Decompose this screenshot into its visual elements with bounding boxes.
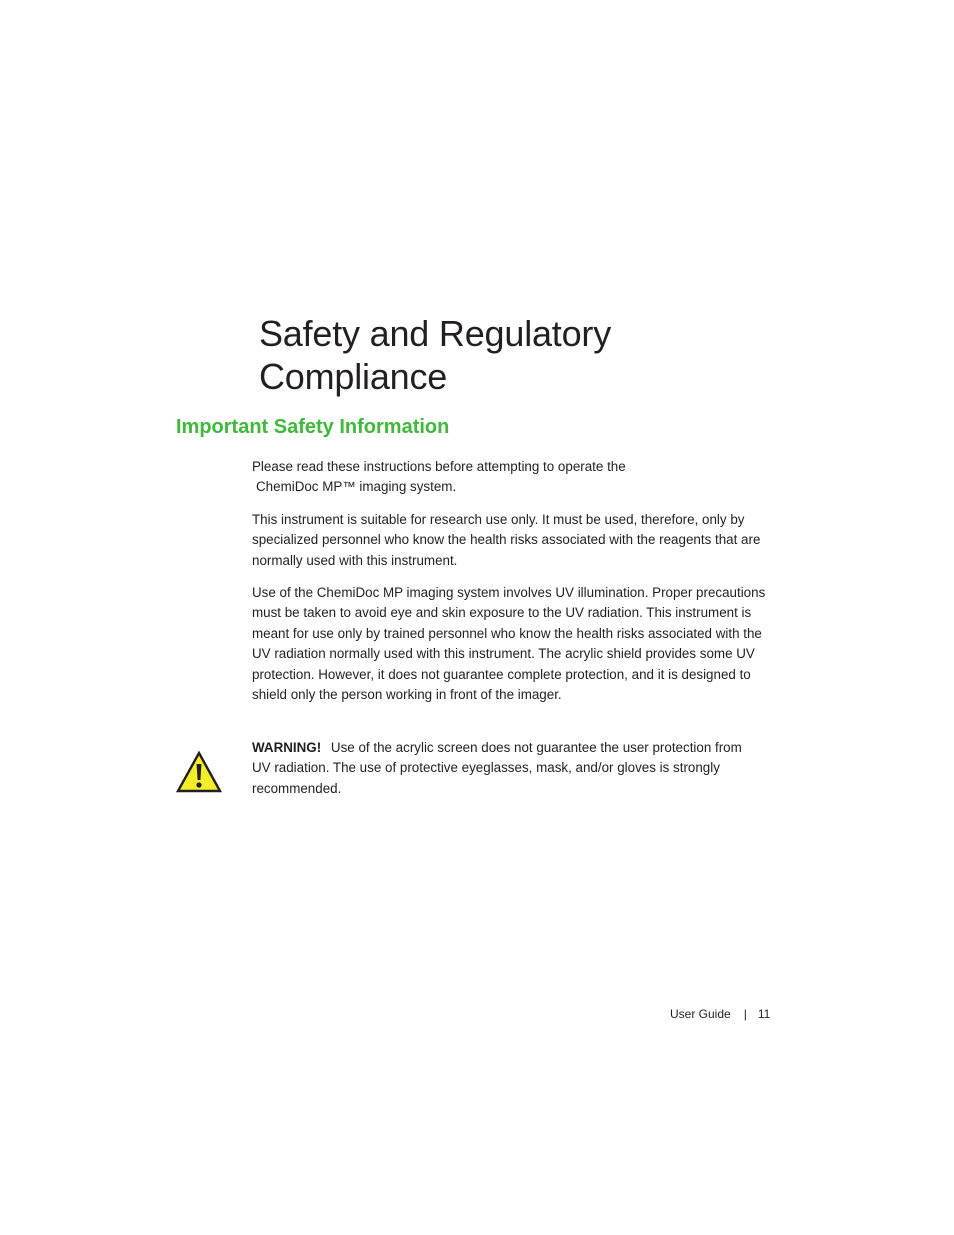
section-title: Important Safety Information	[176, 416, 450, 438]
research-use-paragraph: This instrument is suitable for research use only. It must be used, therefore, only by specialized personnel who know the health risks associated with the reagents that are normally used with this instrument.	[252, 512, 761, 568]
warning-text	[252, 738, 752, 799]
chapter-title: Safety and Regulatory Compliance	[259, 313, 612, 397]
warning-triangle-icon	[176, 751, 222, 793]
warning-label: WARNING!	[252, 740, 322, 755]
intro-line-1: Please read these instructions before attempting to operate the	[252, 459, 626, 474]
page-footer	[670, 1006, 770, 1022]
page-number: 11	[757, 1007, 771, 1021]
intro-line-2: ChemiDoc MP™ imaging system.	[256, 479, 457, 495]
uv-illumination-paragraph: Use of the ChemiDoc MP imaging system involves UV illumination. Proper precautions must be taken to avoid eye and skin exposure to the UV radiation. This instrument is meant for use only by trained personnel who know the health risks associated with the UV radiation normally used with this instrument. The acrylic shield provides some UV protection. However, it does not guarantee complete protection, and it is designed to shield only the person working in front of the imager.	[252, 585, 766, 703]
footer-separator: |	[743, 1007, 747, 1021]
warning-body: Use of the acrylic screen does not guarantee the user protection from UV radiation. The use of protective eyeglasses, mask, and/or gloves is strongly recommended.	[252, 740, 742, 796]
footer-guide-label: User Guide	[670, 1007, 731, 1021]
intro-paragraph	[252, 457, 782, 498]
